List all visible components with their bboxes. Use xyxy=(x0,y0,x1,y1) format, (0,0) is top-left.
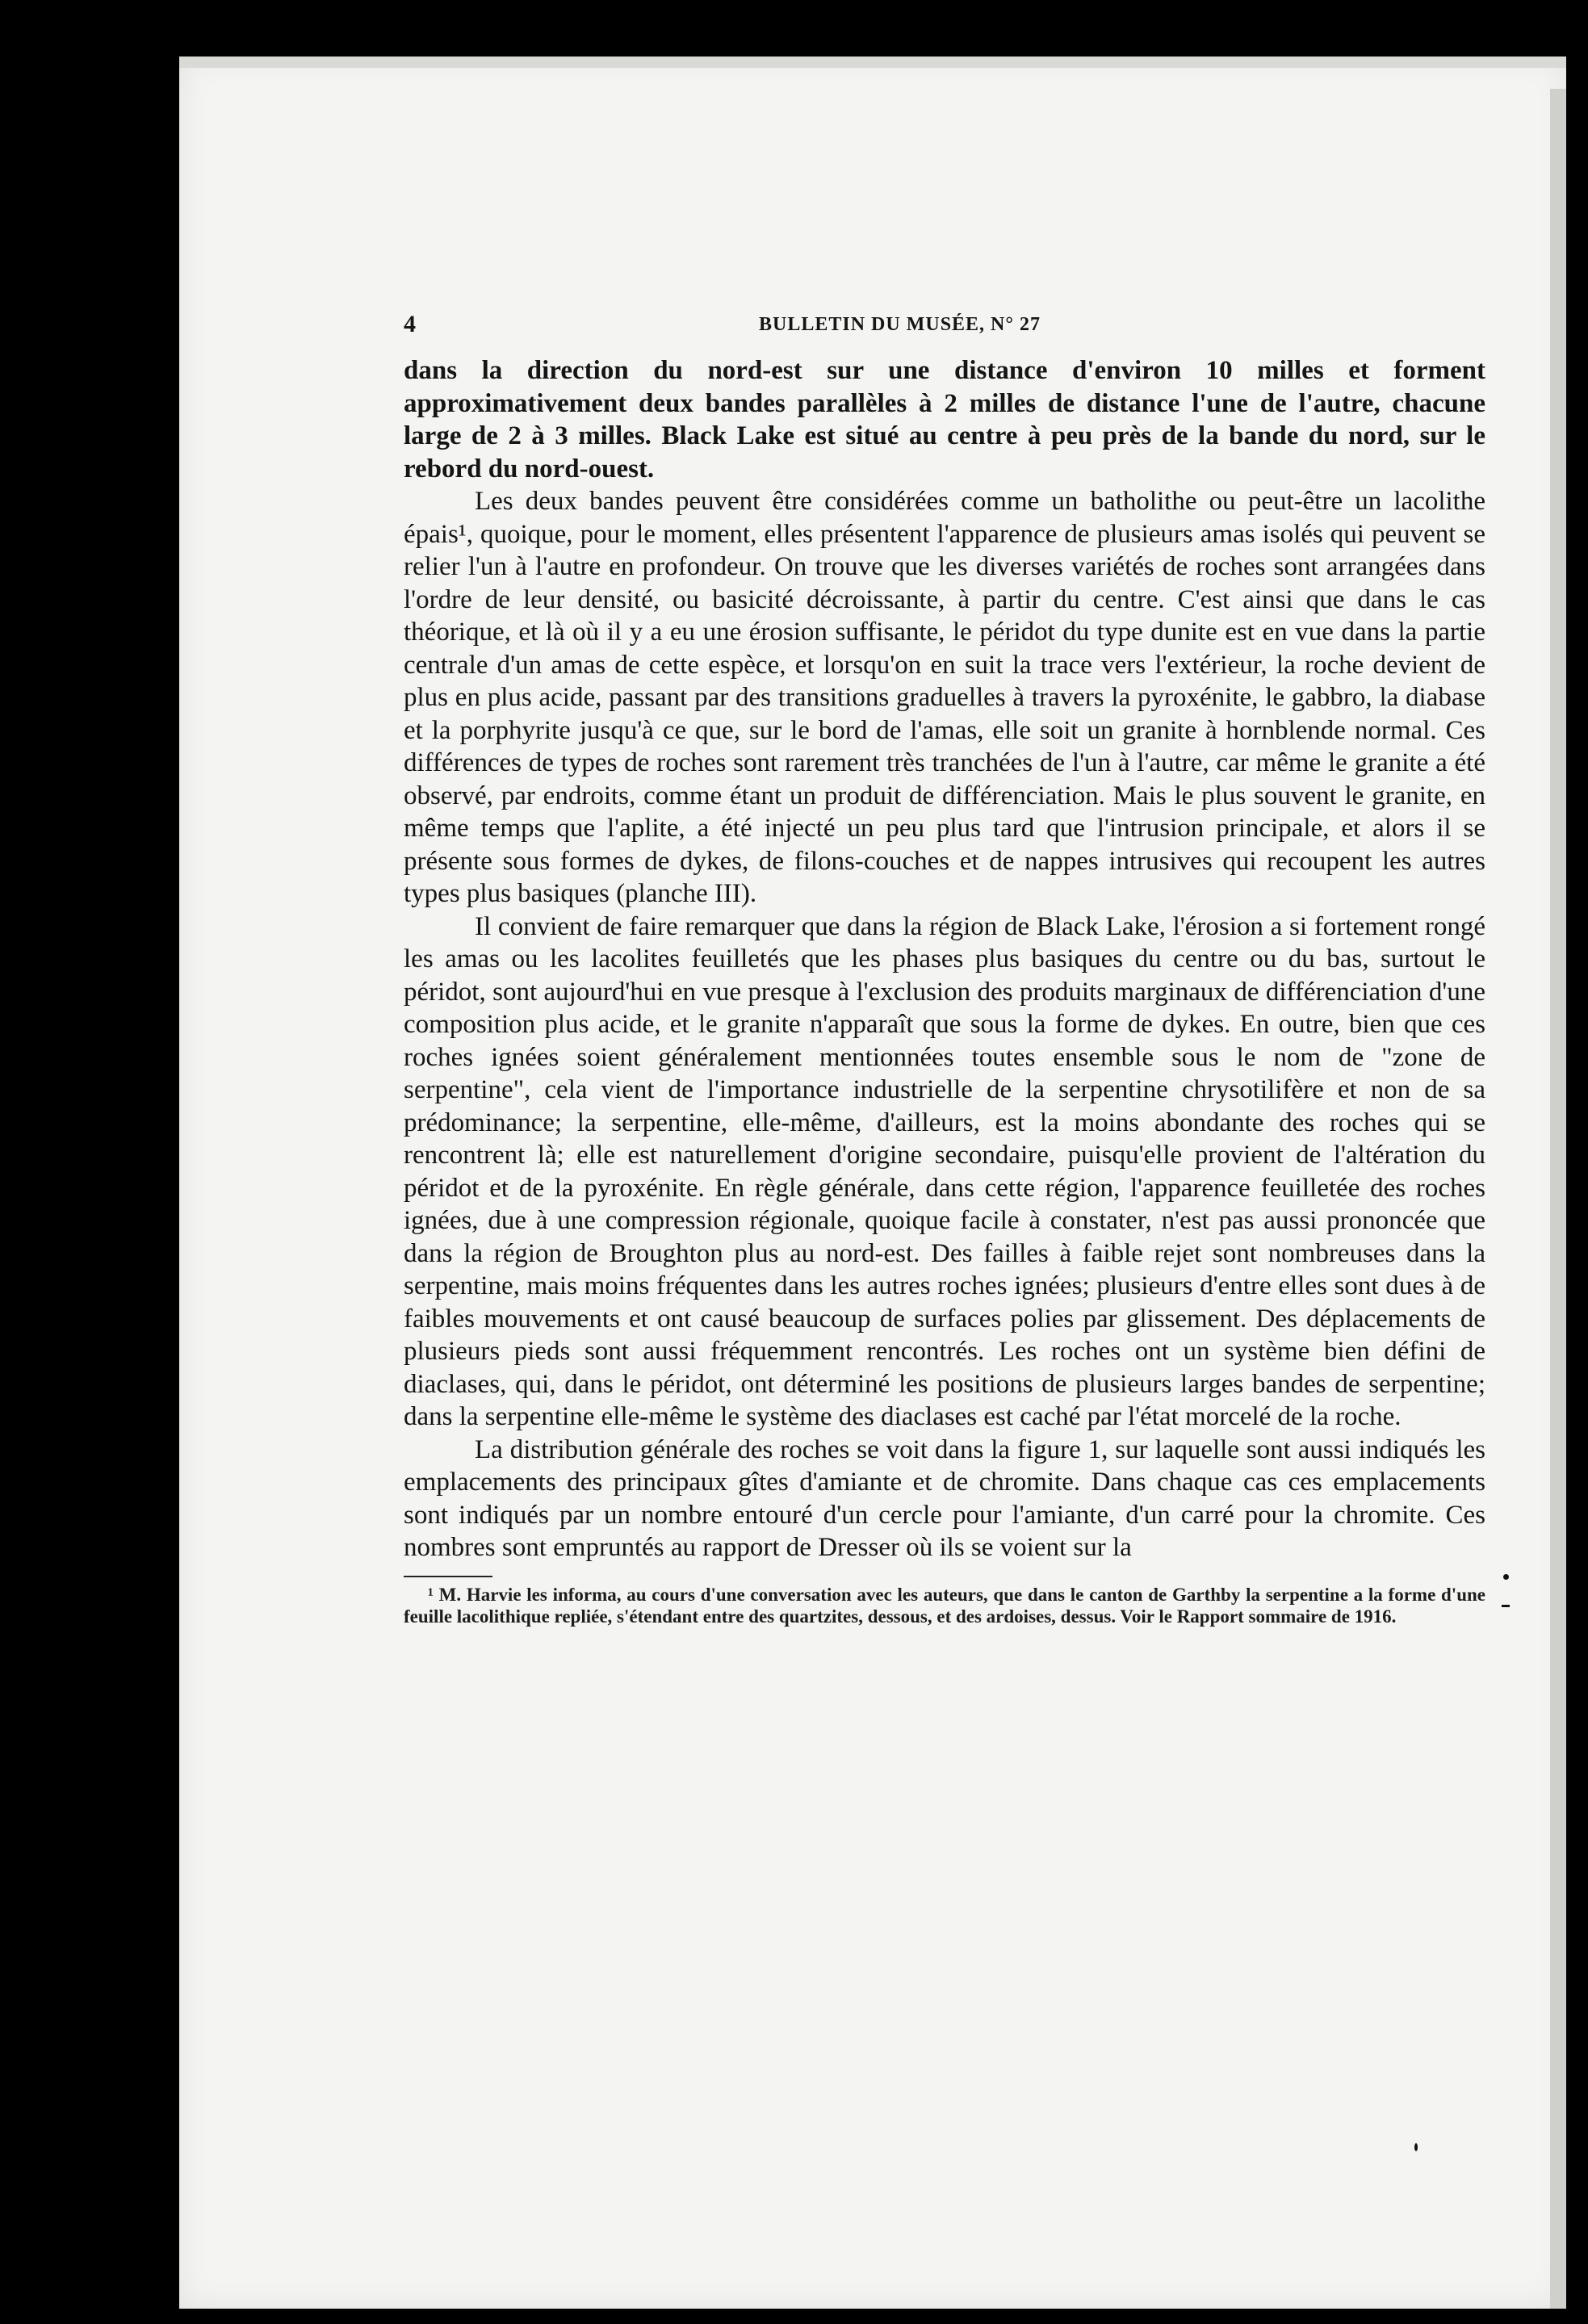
page-top-edge xyxy=(179,57,1566,68)
page-content xyxy=(404,311,1485,1627)
paragraph: La distribution générale des roches se voit dans la figure 1, sur laquelle sont aussi indiqués les emplacements des principaux gîtes d'amiante et de chromite. Dans chaque cas ces emplacements sont indiqués par un nombre entouré d'un cercle pour l'amiante, d'un carré pour la chromite. Ces nombres sont empruntés au rapport de Dresser où ils se voient sur la xyxy=(404,1434,1485,1562)
scan-speck xyxy=(1503,1574,1509,1580)
footnote: ¹ M. Harvie les informa, au cours d'une conversation avec les auteurs, que dans le canton de Garthby la serpentine a la forme d'une feuille lacolithique repliée, s'étendant entre des quartzites, dessous, et des ardoises, dessus. Voir le Rapport sommaire de 1916. xyxy=(404,1584,1485,1627)
scan-speck xyxy=(1414,2143,1418,2151)
footnote-divider xyxy=(404,1576,492,1577)
scan-speck xyxy=(1502,1605,1510,1607)
running-title: BULLETIN DU MUSÉE, N° 27 xyxy=(759,314,1041,335)
running-head xyxy=(404,311,1485,343)
paragraph: Il convient de faire remarquer que dans la région de Black Lake, l'érosion a si fortement rongé les amas ou les lacolites feuilletés que les phases plus basiques du centre ou du bas, surtout le péridot, sont aujourd'hui en vue presque à l'exclusion des produits marginaux de différenciation d'une composition plus acide, et le granite n'apparaît que sous la forme de dykes. En outre, bien que ces roches ignées soient généralement mentionnées toutes ensemble sous le nom de "zone de serpentine", cela vient de l'importance industrielle de la serpentine chrysotilifère et non de sa prédominance; la serpentine, elle-même, d'ailleurs, est la moins abondante des roches qui se rencontrent là; elle est naturellement d'origine secondaire, puisqu'elle provient de l'altération du péridot et de la pyroxénite. En règle générale, dans cette région, l'apparence feuilletée des roches ignées, due à une compression régionale, quoique facile à constater, n'est pas aussi prononcée que dans la région de Broughton plus au nord-est. Des failles à faible rejet sont nombreuses dans la serpentine, mais moins fréquentes dans les autres roches ignées; plusieurs d'entre elles sont dues à de faibles mouvements et ont causé beaucoup de surfaces polies par glissement. Des déplacements de plusieurs pieds sont aussi fréquemment rencontrés. Les roches ont un système bien défini de diaclases, qui, dans le péridot, ont déterminé les positions de plusieurs larges bandes de serpentine; dans la serpentine elle-même le système des diaclases est caché par l'état morcelé de la roche. xyxy=(404,911,1485,1431)
page-number: 4 xyxy=(404,311,417,337)
paragraph: dans la direction du nord-est sur une distance d'environ 10 milles et forment approximativement deux bandes parallèles à 2 milles de distance l'une de l'autre, chacune large de 2 à 3 milles. Black Lake est situé au centre à peu près de la bande du nord, sur le rebord du nord-ouest. xyxy=(404,356,1485,484)
paragraph: Les deux bandes peuvent être considérées comme un batholithe ou peut-être un lacolithe épais¹, quoique, pour le moment, elles présentent l'apparence de plusieurs amas isolés qui peuvent se relier l'un à l'autre en profondeur. On trouve que les diverses variétés de roches sont arrangées dans l'ordre de leur densité, ou basicité décroissante, à partir du centre. C'est ainsi que dans le cas théorique, et là où il y a eu une érosion suffisante, le péridot du type dunite est en vue dans la partie centrale d'un amas de cette espèce, et lorsqu'on en suit la trace vers l'extérieur, la roche devient de plus en plus acide, passant par des transitions graduelles à travers la pyroxénite, le gabbro, la diabase et la porphyrite jusqu'à ce que, sur le bord de l'amas, elle soit un granite à hornblende normal. Ces différences de types de roches sont rarement très tranchées de l'un à l'autre, car même le granite a été observé, par endroits, comme étant un produit de différenciation. Mais le plus souvent le granite, en même temps que l'aplite, a été injecté un peu plus tard que l'intrusion principale, et alors il se présente sous formes de dykes, de filons-couches et de nappes intrusives qui recoupent les autres types plus basiques (planche III). xyxy=(404,487,1485,908)
body-text xyxy=(404,354,1485,1564)
page-right-edge xyxy=(1550,89,1566,2309)
